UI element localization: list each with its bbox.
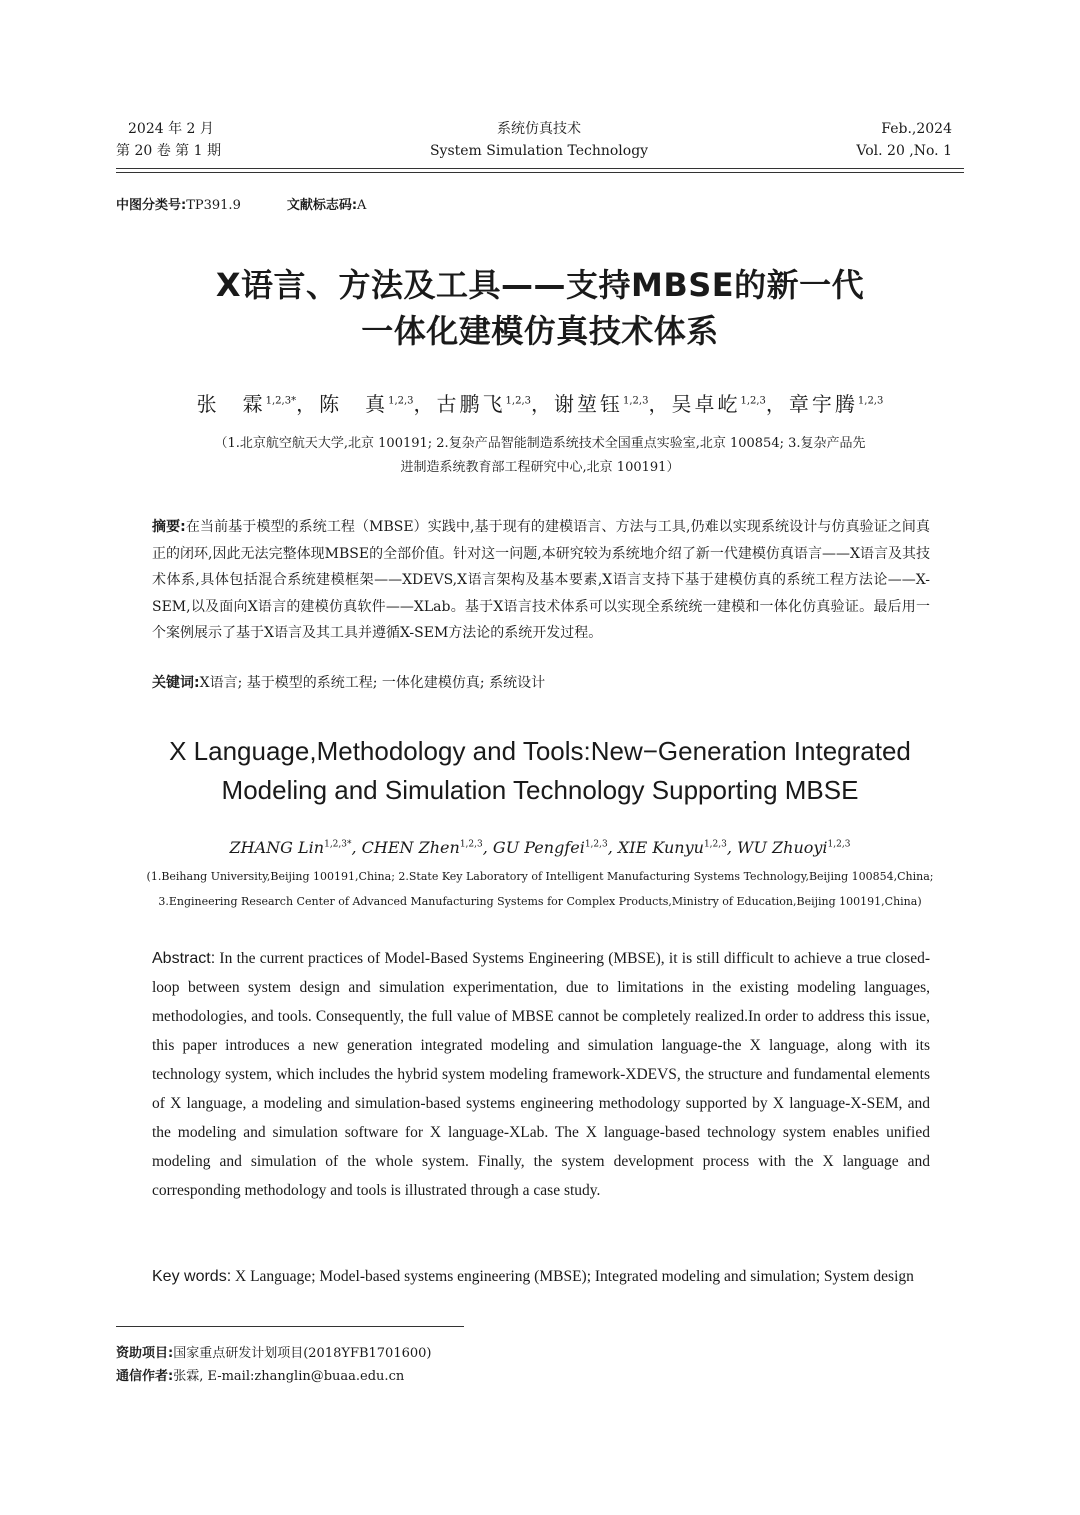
cn-author-separator: ， (765, 392, 789, 416)
en-author-name: CHEN Zhen (361, 838, 460, 857)
en-author-name: GU Pengfei (492, 838, 585, 857)
keywords-en-text: X Language; Model-based systems engineering (MBSE); Integrated modeling and simulation; System design (231, 1268, 914, 1285)
en-author-affil-sup: 1,2,3* (324, 839, 352, 850)
header-rule-top (116, 168, 964, 169)
en-author-name: ZHANG Lin (229, 838, 325, 857)
clc-label: 中图分类号: (116, 198, 187, 213)
funding-value: 国家重点研发计划项目(2018YFB1701600) (173, 1346, 432, 1361)
abstract-cn-text: 在当前基于模型的系统工程（MBSE）实践中,基于现有的建模语言、方法与工具,仍难以实现系统设计与仿真验证之间真正的闭环,因此无法完整体现MBSE的全部价值。针对这一问题,本研究较为系统地介绍了新一代建模仿真语言——X语言及其技术体系,具体包括混合系统建模框架——XDEVS,X语言架构及基本要素,X语言支持下基于建模仿真的系统工程方法论——X-SEM,以及面向X语言的建模仿真软件——XLab。基于X语言技术体系可以实现全系统统一建模和一体化仿真验证。最后用一个案例展示了基于X语言及其工具并遵循X-SEM方法论的系统开发过程。 (152, 519, 930, 641)
title-cn-line2: 一体化建模仿真技术体系 (361, 312, 719, 350)
footnote (116, 1342, 431, 1388)
author-list-en (116, 838, 964, 857)
cn-author-separator: ， (296, 392, 320, 416)
header-date-en: Feb.,2024 (881, 121, 952, 137)
en-author-name: XIE Kunyu (617, 838, 704, 857)
title-en-line2: Modeling and Simulation Technology Supporting MBSE (221, 775, 859, 805)
title-en-line1: X Language,Methodology and Tools:New−Generation Integrated (169, 736, 911, 766)
en-author-separator: , (482, 838, 493, 857)
affiliations-cn (152, 432, 928, 480)
en-author-separator: , (351, 838, 362, 857)
cn-author-affil-sup: 1,2,3 (623, 395, 649, 407)
cn-author-separator: ， (413, 392, 437, 416)
author-list-cn (116, 388, 964, 417)
cn-author-affil-sup: 1,2,3 (388, 395, 414, 407)
keywords-cn-label: 关键词: (152, 675, 200, 691)
doc-code-value: A (357, 198, 367, 213)
header-rule-bottom (116, 172, 964, 173)
running-header-right (740, 118, 952, 162)
cn-author-affil-sup: 1,2,3 (740, 395, 766, 407)
running-header-left (116, 118, 221, 162)
en-author-affil-sup: 1,2,3 (584, 839, 608, 850)
abstract-en (152, 944, 930, 1205)
cn-author-affil-sup: 1,2,3 (857, 395, 884, 407)
cn-author-separator: ， (531, 392, 554, 416)
keywords-cn-text: X语言; 基于模型的系统工程; 一体化建模仿真; 系统设计 (199, 675, 546, 691)
abstract-en-text: In the current practices of Model-Based Systems Engineering (MBSE), it is still difficult to achieve a true closed-loop between system design and simulation experimentation, due to limitations in the existing modeling languages, methodologies, and tools. Consequently, the full value of MBSE cannot be completely realized.In order to address this issue, this paper introduces a new generation integrated modeling and simulation language-the X language, along with its technology system, which includes the hybrid system modeling framework-XDEVS, the structure and fundamental elements of X language, a modeling and simulation-based systems engineering methodology supported by X language-X-SEM, and the modeling and simulation software for X language-XLab. The X language-based technology system enables unified modeling and simulation of the whole system. Finally, the system development process with the X language and corresponding methodology and tools is illustrated through a case study. (152, 950, 930, 1199)
doc-code-label: 文献标志码: (286, 198, 358, 213)
affil-cn-line1: （1.北京航空航天大学,北京 100191; 2.复杂产品智能制造系统技术全国重点实验室,北京 100854; 3.复杂产品先 (214, 436, 866, 451)
header-volume-en: Vol. 20 ,No. 1 (856, 143, 952, 159)
paper-title-en (116, 732, 964, 810)
corresponding-author-line (116, 1365, 431, 1388)
en-author-separator: , (726, 838, 738, 857)
en-author-affil-sup: 1,2,3 (459, 839, 483, 850)
affil-cn-line2: 进制造系统教育部工程研究中心,北京 100191） (400, 460, 680, 475)
header-journal-en: System Simulation Technology (429, 143, 649, 159)
cn-author-affil-sup: 1,2,3* (265, 395, 297, 407)
affiliations-en (116, 864, 964, 914)
cn-author-name: 古鹏飞 (436, 392, 506, 416)
en-author-affil-sup: 1,2,3 (827, 839, 851, 850)
abstract-en-label: Abstract: (152, 950, 216, 967)
affil-en-line2: 3.Engineering Research Center of Advanced Manufacturing Systems for Complex Products,Ministry of Education,Beijing 100191,China) (158, 895, 922, 908)
en-author-name: WU Zhuoyi (737, 838, 828, 857)
keywords-en-label: Key words: (152, 1268, 232, 1285)
funding-label: 资助项目: (116, 1346, 174, 1361)
header-journal-cn: 系统仿真技术 (497, 121, 581, 137)
header-date-cn: 2024 年 2 月 (128, 121, 214, 137)
funding-line (116, 1342, 431, 1365)
cn-author-separator: ， (648, 392, 672, 416)
cn-author-name: 张 霖 (196, 392, 266, 416)
corresponding-label: 通信作者: (116, 1369, 174, 1384)
cn-author-name: 章宇腾 (788, 392, 858, 416)
en-author-affil-sup: 1,2,3 (703, 839, 727, 850)
cn-author-affil-sup: 1,2,3 (505, 395, 531, 407)
keywords-en (152, 1262, 930, 1291)
clc-value: TP391.9 (186, 198, 241, 213)
header-volume-cn: 第 20 卷 第 1 期 (116, 143, 221, 159)
footnote-rule (116, 1326, 464, 1327)
classification-line (116, 194, 366, 213)
cn-author-name: 谢堃钰 (554, 392, 623, 416)
title-cn-line1: X语言、方法及工具——支持MBSE的新一代 (215, 266, 865, 304)
abstract-cn-label: 摘要: (152, 519, 186, 535)
affil-en-line1: (1.Beihang University,Beijing 100191,China; 2.State Key Laboratory of Intelligent Manufacturing Systems Technology,Beijing 100854,China; (146, 870, 934, 883)
paper-title-cn (116, 262, 964, 354)
keywords-cn (152, 672, 930, 694)
en-author-separator: , (607, 838, 618, 857)
corresponding-value: 张霖, E-mail:zhanglin@buaa.edu.cn (173, 1369, 405, 1384)
cn-author-name: 吴卓屹 (671, 392, 741, 416)
running-header-center (380, 118, 698, 162)
abstract-cn (152, 514, 930, 647)
cn-author-name: 陈 真 (319, 392, 389, 416)
